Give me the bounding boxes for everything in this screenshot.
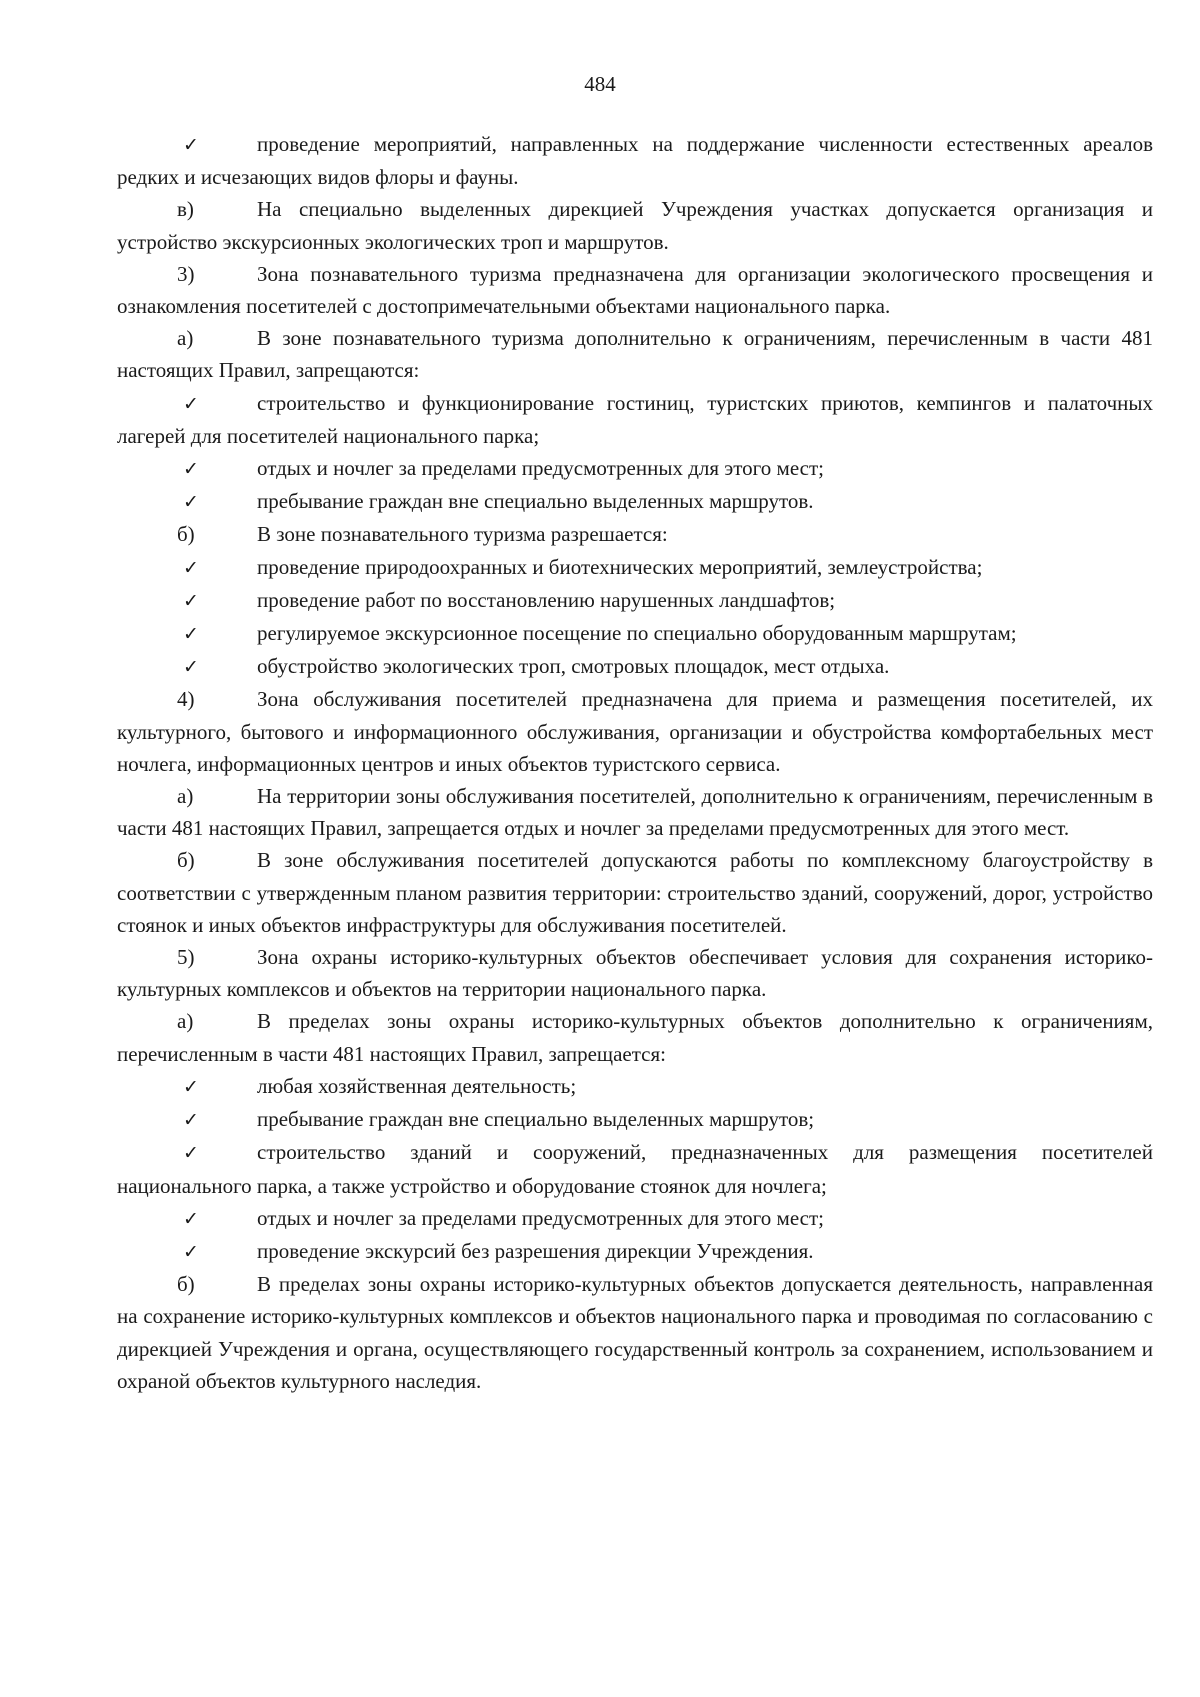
checkmark-icon: ✓ <box>183 1075 199 1098</box>
paragraph-text: На специально выделенных дирекцией Учреждения участках допускается организация и устройство экскурсионных экологических троп и маршрутов. <box>117 197 1153 254</box>
checklist-item <box>117 1070 1153 1103</box>
paragraph-text: отдых и ночлег за пределами предусмотренных для этого мест; <box>257 456 824 481</box>
paragraph-text: проведение природоохранных и биотехнических мероприятий, землеустройства; <box>257 554 983 579</box>
checkmark-icon: ✓ <box>183 134 199 156</box>
paragraph-text: строительство и функционирование гостиниц, туристских приютов, кемпингов и палаточных лагерей для посетителей национального парка; <box>117 390 1153 448</box>
list-item <box>117 941 1153 1005</box>
list-item <box>117 193 1153 257</box>
list-item <box>117 1005 1153 1069</box>
item-marker: 3) <box>177 261 195 286</box>
page-number: 484 <box>584 72 616 96</box>
item-marker: б) <box>177 522 195 547</box>
checklist-item <box>117 485 1153 518</box>
checkmark-icon: ✓ <box>183 589 199 612</box>
list-item <box>117 844 1153 941</box>
paragraph-text: В зоне познавательного туризма дополнительно к ограничениям, перечисленным в части 481 настоящих Правил, запрещаются: <box>117 326 1153 383</box>
checklist-item <box>117 1136 1153 1201</box>
paragraph-text: пребывание граждан вне специально выделенных маршрутов. <box>257 489 814 514</box>
checklist-item <box>117 128 1153 193</box>
checkmark-icon: ✓ <box>183 458 199 481</box>
item-marker: б) <box>177 848 195 873</box>
paragraph-text: пребывание граждан вне специально выделенных маршрутов; <box>257 1107 815 1132</box>
item-marker: 4) <box>177 687 195 712</box>
item-marker: а) <box>177 784 194 809</box>
paragraph-text: проведение работ по восстановлению нарушенных ландшафтов; <box>257 587 836 612</box>
paragraph-text: В пределах зоны охраны историко-культурных объектов дополнительно к ограничениям, перечисленным в части 481 настоящих Правил, запрещается: <box>117 1009 1153 1066</box>
paragraph-text: регулируемое экскурсионное посещение по специально оборудованным маршрутам; <box>257 621 1017 646</box>
checklist-item <box>117 387 1153 452</box>
item-marker: в) <box>177 197 194 222</box>
checkmark-icon: ✓ <box>183 556 199 579</box>
paragraph-text: проведение мероприятий, направленных на поддержание численности естественных ареалов редких и исчезающих видов флоры и фауны. <box>117 132 1153 190</box>
document-body <box>117 128 1153 1397</box>
checkmark-icon: ✓ <box>183 491 199 514</box>
item-marker: а) <box>177 1009 194 1034</box>
paragraph-text: проведение экскурсий без разрешения дирекции Учреждения. <box>257 1238 814 1263</box>
checklist-item <box>117 551 1153 584</box>
item-marker: б) <box>177 1272 195 1297</box>
item-marker: 5) <box>177 945 195 970</box>
paragraph-text: На территории зоны обслуживания посетителей, дополнительно к ограничениям, перечисленным в части 481 настоящих Правил, запрещается отдых и ночлег за пределами предусмотренных для этого мест. <box>117 784 1153 841</box>
paragraph-text: В пределах зоны охраны историко-культурных объектов допускается деятельность, направленная на сохранение историко-культурных комплексов и объектов национального парка и проводимая по согласованию с дирекцией Учреждения и органа, осуществляющего государственный контроль за сохранением, использованием и охраной объектов культурного наследия. <box>117 1272 1153 1393</box>
list-item <box>117 780 1153 844</box>
paragraph-text: Зона познавательного туризма предназначена для организации экологического просвещения и ознакомления посетителей с достопримечательными объектами национального парка. <box>117 261 1153 319</box>
paragraph-text: В зоне познавательного туризма разрешается: <box>257 522 668 547</box>
checkmark-icon: ✓ <box>183 1109 199 1132</box>
checkmark-icon: ✓ <box>183 656 199 679</box>
checkmark-icon: ✓ <box>183 623 199 646</box>
checkmark-icon: ✓ <box>183 1207 199 1230</box>
checkmark-icon: ✓ <box>183 392 199 415</box>
checklist-item <box>117 1235 1153 1268</box>
checklist-item <box>117 1103 1153 1136</box>
paragraph-text: отдых и ночлег за пределами предусмотренных для этого мест; <box>257 1205 824 1230</box>
paragraph-text: любая хозяйственная деятельность; <box>257 1073 577 1098</box>
list-item <box>117 683 1153 780</box>
checklist-item <box>117 1202 1153 1235</box>
checklist-item <box>117 452 1153 485</box>
checklist-item <box>117 650 1153 683</box>
item-marker: а) <box>177 326 194 351</box>
list-item <box>117 518 1153 550</box>
checkmark-icon: ✓ <box>183 1240 199 1263</box>
list-item <box>117 322 1153 386</box>
list-item <box>117 258 1153 322</box>
checkmark-icon: ✓ <box>183 1142 199 1165</box>
paragraph-text: строительство зданий и сооружений, предназначенных для размещения посетителей национального парка, а также устройство и оборудование стоянок для ночлега; <box>117 1140 1153 1198</box>
list-item <box>117 1268 1153 1397</box>
paragraph-text: В зоне обслуживания посетителей допускаются работы по комплексному благоустройству в соответствии с утвержденным планом развития территории: строительство зданий, сооружений, дорог, устройство стоянок и иных объектов инфраструктуры для обслуживания посетителей. <box>117 848 1153 937</box>
checklist-item <box>117 584 1153 617</box>
checklist-item <box>117 617 1153 650</box>
paragraph-text: Зона обслуживания посетителей предназначена для приема и размещения посетителей, их культурного, бытового и информационного обслуживания, организации и обустройства комфортабельных мест ночлега, информационных центров и иных объектов туристского сервиса. <box>117 687 1153 776</box>
paragraph-text: обустройство экологических троп, смотровых площадок, мест отдыха. <box>257 654 890 679</box>
paragraph-text: Зона охраны историко-культурных объектов обеспечивает условия для сохранения историко-культурных комплексов и объектов на территории национального парка. <box>117 945 1153 1002</box>
